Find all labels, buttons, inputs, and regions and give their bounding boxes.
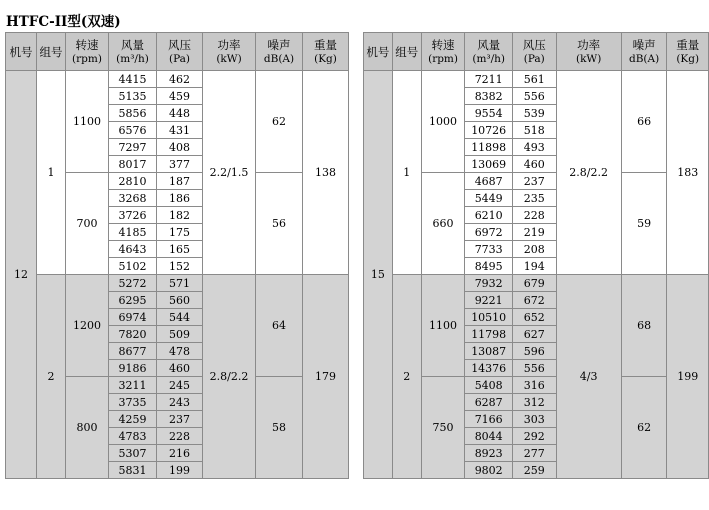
- speed-rpm: 660: [421, 173, 465, 275]
- weight-value: 138: [303, 71, 349, 275]
- pressure-value: 152: [157, 258, 203, 275]
- noise-value: 68: [621, 275, 667, 377]
- airflow-value: 10726: [465, 122, 513, 139]
- header-unit: (kW): [575, 52, 602, 65]
- table-row: [364, 71, 709, 88]
- airflow-value: 6295: [109, 292, 157, 309]
- header-unit: (Pa): [168, 52, 191, 65]
- header-machine-no: [6, 33, 37, 71]
- header-unit: (Kg): [314, 52, 337, 65]
- pressure-value: 509: [157, 326, 203, 343]
- header-label: 重量: [314, 37, 337, 52]
- pressure-value: 460: [157, 360, 203, 377]
- pressure-value: 316: [513, 377, 556, 394]
- power-value: 4/3: [556, 275, 621, 479]
- airflow-value: 8495: [465, 258, 513, 275]
- pressure-value: 627: [513, 326, 556, 343]
- header-power: [556, 33, 621, 71]
- airflow-value: 6974: [109, 309, 157, 326]
- speed-rpm: 1200: [66, 275, 109, 377]
- pressure-value: 194: [513, 258, 556, 275]
- header-label: 风量: [121, 37, 144, 52]
- weight-value: 199: [667, 275, 709, 479]
- pressure-value: 462: [157, 71, 203, 88]
- pressure-value: 652: [513, 309, 556, 326]
- table-row: [364, 275, 709, 292]
- noise-value: 64: [256, 275, 303, 377]
- header-speed: [66, 33, 109, 71]
- pressure-value: 208: [513, 241, 556, 258]
- header-label: 转速: [431, 37, 455, 52]
- pressure-value: 237: [513, 173, 556, 190]
- speed-rpm: 1000: [421, 71, 465, 173]
- group-number: 2: [392, 275, 421, 479]
- group-number: 2: [37, 275, 66, 479]
- fan-spec-table-right: [363, 32, 709, 479]
- power-value: 2.2/1.5: [203, 71, 256, 275]
- pressure-value: 228: [157, 428, 203, 445]
- airflow-value: 7166: [465, 411, 513, 428]
- header-label: 功率: [217, 37, 241, 52]
- airflow-value: 6210: [465, 207, 513, 224]
- airflow-value: 10510: [465, 309, 513, 326]
- noise-value: 66: [621, 71, 667, 173]
- pressure-value: 243: [157, 394, 203, 411]
- pressure-value: 561: [513, 71, 556, 88]
- pressure-value: 175: [157, 224, 203, 241]
- airflow-value: 7211: [465, 71, 513, 88]
- airflow-value: 9221: [465, 292, 513, 309]
- pressure-value: 556: [513, 88, 556, 105]
- header-unit: (rpm): [428, 52, 458, 65]
- noise-value: 62: [621, 377, 667, 479]
- airflow-value: 7297: [109, 139, 157, 156]
- header-label: 重量: [676, 37, 700, 52]
- header-weight: [303, 33, 349, 71]
- pressure-value: 187: [157, 173, 203, 190]
- pressure-value: 560: [157, 292, 203, 309]
- pressure-value: 228: [513, 207, 556, 224]
- pressure-value: 431: [157, 122, 203, 139]
- header-unit: dB(A): [628, 52, 660, 65]
- airflow-value: 4259: [109, 411, 157, 428]
- pressure-value: 292: [513, 428, 556, 445]
- airflow-value: 8044: [465, 428, 513, 445]
- pressure-value: 277: [513, 445, 556, 462]
- pressure-value: 518: [513, 122, 556, 139]
- airflow-value: 6576: [109, 122, 157, 139]
- pressure-value: 199: [157, 462, 203, 479]
- speed-rpm: 800: [66, 377, 109, 479]
- pressure-value: 448: [157, 105, 203, 122]
- airflow-value: 5135: [109, 88, 157, 105]
- pressure-value: 478: [157, 343, 203, 360]
- pressure-value: 186: [157, 190, 203, 207]
- pressure-value: 556: [513, 360, 556, 377]
- weight-value: 179: [303, 275, 349, 479]
- header-label: 噪声: [267, 37, 291, 52]
- speed-rpm: 1100: [421, 275, 465, 377]
- airflow-value: 3211: [109, 377, 157, 394]
- noise-value: 62: [256, 71, 303, 173]
- airflow-value: 5307: [109, 445, 157, 462]
- speed-rpm: 750: [421, 377, 465, 479]
- pressure-value: 672: [513, 292, 556, 309]
- airflow-value: 8382: [465, 88, 513, 105]
- airflow-value: 9186: [109, 360, 157, 377]
- pressure-value: 235: [513, 190, 556, 207]
- airflow-value: 11798: [465, 326, 513, 343]
- airflow-value: 9802: [465, 462, 513, 479]
- airflow-value: 5449: [465, 190, 513, 207]
- header-unit: (Kg): [676, 52, 700, 65]
- pressure-value: 408: [157, 139, 203, 156]
- airflow-value: 3735: [109, 394, 157, 411]
- airflow-value: 5856: [109, 105, 157, 122]
- header-machine-no: [364, 33, 393, 71]
- airflow-value: 3268: [109, 190, 157, 207]
- fan-spec-table-left: [5, 32, 349, 479]
- pressure-value: 312: [513, 394, 556, 411]
- pressure-value: 219: [513, 224, 556, 241]
- pressure-value: 596: [513, 343, 556, 360]
- noise-value: 58: [256, 377, 303, 479]
- header-pressure: [157, 33, 203, 71]
- header-unit: dB(A): [263, 52, 295, 65]
- header-row: [364, 33, 709, 71]
- machine-number: 12: [6, 71, 37, 479]
- header-label: 噪声: [632, 37, 656, 52]
- airflow-value: 8923: [465, 445, 513, 462]
- airflow-value: 11898: [465, 139, 513, 156]
- airflow-value: 5408: [465, 377, 513, 394]
- pressure-value: 377: [157, 156, 203, 173]
- table-row: [6, 71, 349, 88]
- speed-rpm: 700: [66, 173, 109, 275]
- header-airflow: [109, 33, 157, 71]
- pressure-value: 679: [513, 275, 556, 292]
- header-label: 组号: [39, 44, 63, 59]
- pressure-value: 237: [157, 411, 203, 428]
- speed-rpm: 1100: [66, 71, 109, 173]
- pressure-value: 165: [157, 241, 203, 258]
- airflow-value: 7932: [465, 275, 513, 292]
- airflow-value: 6972: [465, 224, 513, 241]
- header-group-no: [392, 33, 421, 71]
- table-row: [6, 275, 349, 292]
- pressure-value: 459: [157, 88, 203, 105]
- header-label: 功率: [577, 37, 601, 52]
- power-value: 2.8/2.2: [203, 275, 256, 479]
- pressure-value: 493: [513, 139, 556, 156]
- pressure-value: 460: [513, 156, 556, 173]
- airflow-value: 7820: [109, 326, 157, 343]
- group-number: 1: [392, 71, 421, 275]
- noise-value: 56: [256, 173, 303, 275]
- header-unit: (rpm): [72, 52, 102, 65]
- airflow-value: 9554: [465, 105, 513, 122]
- airflow-value: 7733: [465, 241, 513, 258]
- airflow-value: 5102: [109, 258, 157, 275]
- header-label: 风压: [522, 37, 546, 52]
- header-unit: (kW): [216, 52, 242, 65]
- airflow-value: 13069: [465, 156, 513, 173]
- pressure-value: 216: [157, 445, 203, 462]
- pressure-value: 182: [157, 207, 203, 224]
- airflow-value: 4185: [109, 224, 157, 241]
- pressure-value: 245: [157, 377, 203, 394]
- page-title: HTFC-II型(双速): [6, 14, 121, 30]
- airflow-value: 13087: [465, 343, 513, 360]
- noise-value: 59: [621, 173, 667, 275]
- airflow-value: 8017: [109, 156, 157, 173]
- header-unit: (Pa): [523, 52, 545, 65]
- header-group-no: [37, 33, 66, 71]
- airflow-value: 4415: [109, 71, 157, 88]
- header-unit: (m³/h): [472, 52, 506, 65]
- power-value: 2.8/2.2: [556, 71, 621, 275]
- header-airflow: [465, 33, 513, 71]
- header-noise: [256, 33, 303, 71]
- airflow-value: 5831: [109, 462, 157, 479]
- header-label: 组号: [395, 44, 419, 59]
- airflow-value: 6287: [465, 394, 513, 411]
- airflow-value: 4783: [109, 428, 157, 445]
- group-number: 1: [37, 71, 66, 275]
- airflow-value: 5272: [109, 275, 157, 292]
- header-pressure: [513, 33, 556, 71]
- header-noise: [621, 33, 667, 71]
- airflow-value: 2810: [109, 173, 157, 190]
- airflow-value: 4643: [109, 241, 157, 258]
- header-label: 机号: [366, 44, 390, 59]
- header-row: [6, 33, 349, 71]
- airflow-value: 14376: [465, 360, 513, 377]
- pressure-value: 303: [513, 411, 556, 428]
- header-label: 风量: [477, 37, 501, 52]
- header-label: 机号: [9, 44, 33, 59]
- header-label: 风压: [168, 37, 191, 52]
- pressure-value: 571: [157, 275, 203, 292]
- header-unit: (m³/h): [116, 52, 149, 65]
- pressure-value: 544: [157, 309, 203, 326]
- weight-value: 183: [667, 71, 709, 275]
- pressure-value: 259: [513, 462, 556, 479]
- airflow-value: 8677: [109, 343, 157, 360]
- header-power: [203, 33, 256, 71]
- header-weight: [667, 33, 709, 71]
- machine-number: 15: [364, 71, 393, 479]
- airflow-value: 4687: [465, 173, 513, 190]
- pressure-value: 539: [513, 105, 556, 122]
- header-speed: [421, 33, 465, 71]
- header-label: 转速: [75, 37, 99, 52]
- airflow-value: 3726: [109, 207, 157, 224]
